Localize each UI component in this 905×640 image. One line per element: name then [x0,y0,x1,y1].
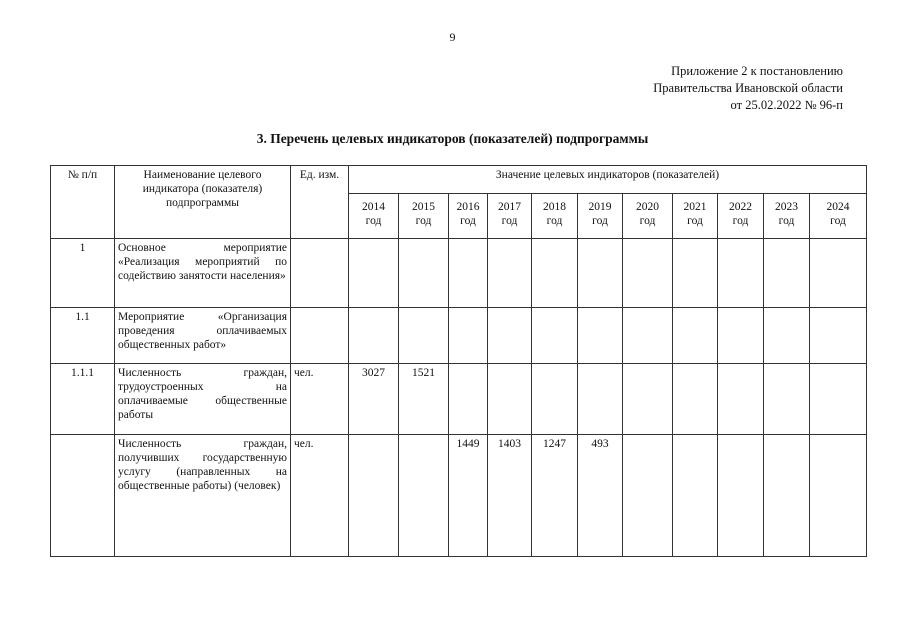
header-year: 2016 год [449,194,488,239]
row-value [449,364,488,435]
header-year: 2019 год [578,194,623,239]
document-title: 3. Перечень целевых индикаторов (показателей) подпрограммы [256,131,649,146]
row-value: 1449 [449,435,488,557]
row-value [810,239,867,308]
row-value [764,364,810,435]
row-value [399,435,449,557]
row-value [623,239,673,308]
header-year: 2024 год [810,194,867,239]
table-row [51,308,867,364]
header-year: 2014 год [349,194,399,239]
row-value [449,239,488,308]
header-year: 2023 год [764,194,810,239]
row-value: 3027 [349,364,399,435]
row-value [449,308,488,364]
indicators-table [50,165,867,557]
row-value [810,308,867,364]
table-row [51,364,867,435]
row-value [673,435,718,557]
row-value [673,308,718,364]
row-value [673,239,718,308]
header-unit: Ед. изм. [291,166,349,239]
row-num [51,435,115,557]
row-value [532,239,578,308]
table-row [51,435,867,557]
appendix-line-3: от 25.02.2022 № 96-п [730,98,843,112]
row-value [578,364,623,435]
row-value [399,308,449,364]
row-num: 1 [51,239,115,308]
row-value [532,308,578,364]
header-year: 2015 год [399,194,449,239]
header-name: Наименование целевого индикатора (показателя) подпрограммы [115,166,291,239]
header-year: 2021 год [673,194,718,239]
row-name: Мероприятие «Организация проведения оплачиваемых общественных работ» [115,308,291,364]
header-year: 2020 год [623,194,673,239]
row-value [673,364,718,435]
row-unit [291,239,349,308]
row-unit [291,308,349,364]
appendix-line-1: Приложение 2 к постановлению [671,64,843,78]
row-value: 1521 [399,364,449,435]
row-value [488,239,532,308]
row-value [764,435,810,557]
row-value [810,364,867,435]
row-value [349,308,399,364]
row-name: Численность граждан, трудоустроенных на оплачиваемые общественные работы [115,364,291,435]
row-value [488,364,532,435]
row-value [764,239,810,308]
row-value: 1247 [532,435,578,557]
row-num: 1.1 [51,308,115,364]
row-name: Численность граждан, получивших государственную услугу (направленных на общественные работы) (человек) [115,435,291,557]
row-value [532,364,578,435]
row-value: 1403 [488,435,532,557]
row-unit: чел. [291,435,349,557]
row-value [718,308,764,364]
row-value [349,239,399,308]
row-value [764,308,810,364]
row-value [578,308,623,364]
table-header-row [51,166,867,194]
header-year: 2022 год [718,194,764,239]
row-value [623,364,673,435]
row-num: 1.1.1 [51,364,115,435]
appendix-header [653,63,843,114]
row-value [718,239,764,308]
row-value [399,239,449,308]
row-value: 493 [578,435,623,557]
header-year: 2017 год [488,194,532,239]
row-value [623,435,673,557]
row-value [623,308,673,364]
row-value [349,435,399,557]
header-num: № п/п [51,166,115,239]
row-value [718,364,764,435]
row-value [810,435,867,557]
row-unit: чел. [291,364,349,435]
page-number: 9 [449,30,456,44]
row-value [578,239,623,308]
header-values: Значение целевых индикаторов (показателей) [349,166,867,194]
row-name: Основное мероприятие «Реализация мероприятий по содействию занятости населения» [115,239,291,308]
appendix-line-2: Правительства Ивановской области [653,81,843,95]
table-row [51,239,867,308]
row-value [718,435,764,557]
row-value [488,308,532,364]
header-year: 2018 год [532,194,578,239]
